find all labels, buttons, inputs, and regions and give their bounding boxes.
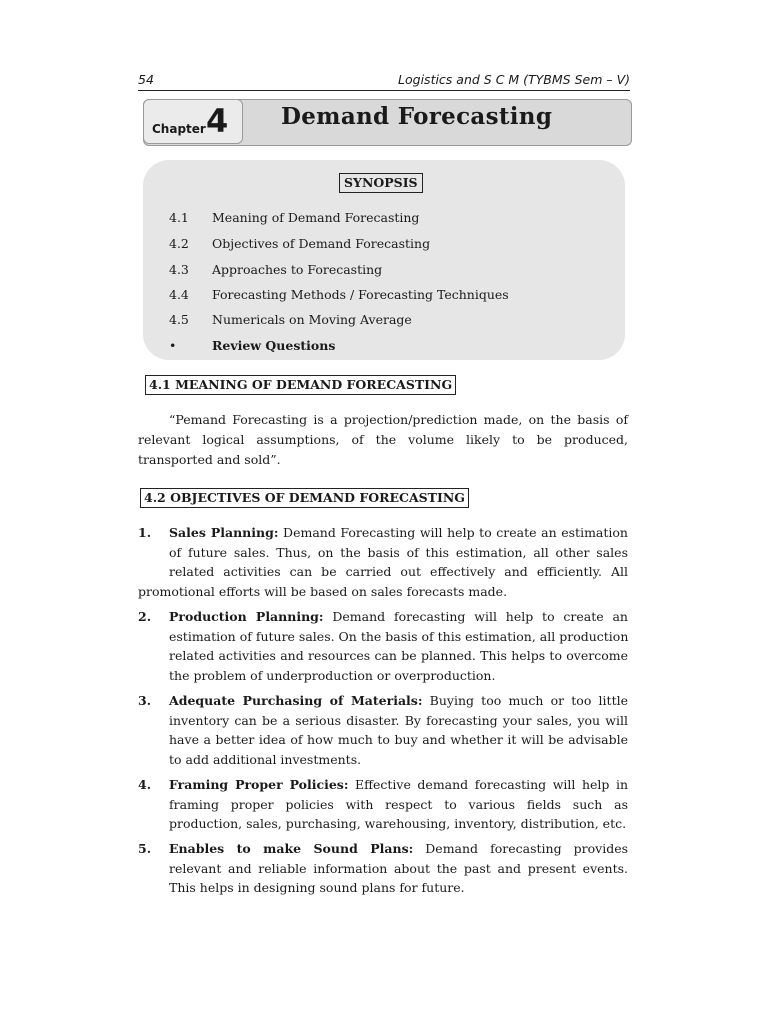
objective-title: Enables to make Sound Plans: xyxy=(169,841,414,856)
objective-body xyxy=(169,775,628,834)
definition-paragraph xyxy=(138,410,628,470)
objective-text: Buying too much or too little xyxy=(422,693,628,708)
objective-text: Effective demand forecasting will help in xyxy=(348,777,628,792)
objective-line: inventory can be a serious disaster. By forecasting your sales, you will xyxy=(169,712,628,728)
bullet-icon: • xyxy=(169,338,177,353)
synopsis-item-text: Approaches to Forecasting xyxy=(212,262,383,277)
section-heading: 4.1 MEANING OF DEMAND FORECASTING xyxy=(145,375,456,395)
synopsis-item-number: 4.2 xyxy=(169,236,189,251)
page-number: 54 xyxy=(138,72,154,87)
objective-line xyxy=(169,691,628,711)
objective-line xyxy=(169,523,628,543)
running-header xyxy=(138,72,630,91)
paragraph-line: “Pemand Forecasting is a projection/prediction made, on the basis of xyxy=(169,412,628,427)
objective-line: relevant and reliable information about the past and present events. xyxy=(169,860,628,876)
objective-line: This helps in designing sound plans for future. xyxy=(169,880,465,896)
objective-line xyxy=(169,839,628,859)
objective-item xyxy=(138,607,628,687)
synopsis-item-number: 4.5 xyxy=(169,312,189,327)
running-title: Logistics and S C M (TYBMS Sem – V) xyxy=(398,72,630,87)
synopsis-item-text: Forecasting Methods / Forecasting Techniques xyxy=(212,287,509,302)
objective-title: Production Planning: xyxy=(169,609,324,624)
synopsis-item-number: 4.1 xyxy=(169,210,189,225)
objective-line: related activities can be carried out effectively and efficiently. All xyxy=(169,564,628,580)
objective-text: Demand forecasting provides xyxy=(413,841,629,856)
objective-number: 5. xyxy=(138,841,152,856)
objective-title: Sales Planning: xyxy=(169,525,279,540)
objective-body xyxy=(169,839,628,898)
objective-line: of future sales. Thus, on the basis of this estimation, all other sales xyxy=(169,544,628,560)
objective-line: framing proper policies with respect to various fields such as xyxy=(169,796,628,812)
objective-line: related activities and resources can be planned. This helps to overcome xyxy=(169,648,628,664)
objective-title: Framing Proper Policies: xyxy=(169,777,349,792)
objective-number: 2. xyxy=(138,609,152,624)
objective-line xyxy=(169,607,628,627)
synopsis-item-text: Review Questions xyxy=(212,338,336,353)
objective-line: to add additional investments. xyxy=(169,751,362,767)
objective-line: have a better idea of how much to buy and whether it will be advisable xyxy=(169,732,628,748)
objective-number: 3. xyxy=(138,693,152,708)
chapter-title: Demand Forecasting xyxy=(281,103,553,130)
objective-text: Demand Forecasting will help to create an estimation xyxy=(278,525,628,540)
synopsis-item-number: 4.3 xyxy=(169,262,189,277)
objective-item xyxy=(138,523,628,603)
objective-line: promotional efforts will be based on sales forecasts made. xyxy=(138,583,508,599)
objective-item xyxy=(138,691,628,771)
chapter-label: Chapter xyxy=(152,122,206,136)
objective-body xyxy=(169,607,628,685)
section-heading: 4.2 OBJECTIVES OF DEMAND FORECASTING xyxy=(140,488,469,508)
objective-number: 4. xyxy=(138,777,152,792)
objective-title: Adequate Purchasing of Materials: xyxy=(169,693,423,708)
objective-text: Demand forecasting will help to create an xyxy=(323,609,628,624)
synopsis-item-text: Meaning of Demand Forecasting xyxy=(212,210,420,225)
objective-line: production, sales, purchasing, warehousing, inventory, distribution, etc. xyxy=(169,816,627,832)
objective-line xyxy=(169,775,628,795)
paragraph-line: relevant logical assumptions, of the volume likely to be produced, xyxy=(138,432,628,447)
synopsis-item-text: Objectives of Demand Forecasting xyxy=(212,236,431,251)
objective-line: estimation of future sales. On the basis of this estimation, all production xyxy=(169,628,629,644)
objective-line: the problem of underproduction or overproduction. xyxy=(169,667,496,683)
objective-body xyxy=(169,691,628,769)
synopsis-item-number: 4.4 xyxy=(169,287,189,302)
chapter-number-box xyxy=(143,99,243,144)
objective-number: 1. xyxy=(138,525,152,540)
objective-item xyxy=(138,775,628,835)
objective-item xyxy=(138,839,628,899)
synopsis-item-text: Numericals on Moving Average xyxy=(212,312,412,327)
synopsis-title: SYNOPSIS xyxy=(339,173,423,193)
objective-body xyxy=(138,523,628,601)
chapter-number: 4 xyxy=(206,102,229,140)
paragraph-line: transported and sold”. xyxy=(138,452,281,467)
